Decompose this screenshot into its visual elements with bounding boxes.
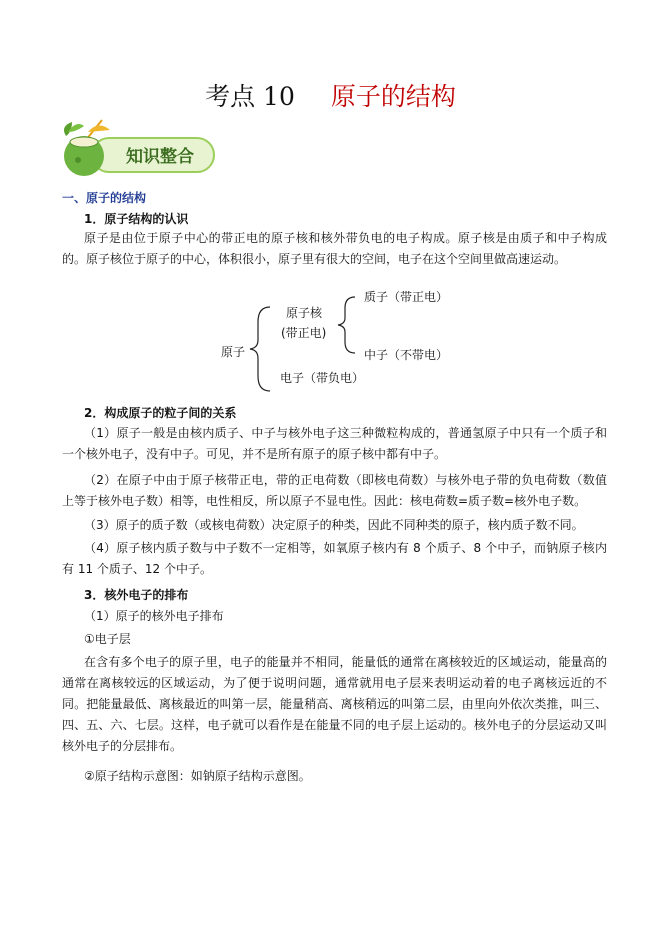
paragraph-2-4: （4）原子核内质子数与中子数不一定相等，如氧原子核内有 8 个质子、8 个中子，而钠原子核内有 11 个质子、12 个中子。 xyxy=(62,541,607,576)
knowledge-badge xyxy=(58,118,218,180)
label-atom: 原子 xyxy=(221,345,246,359)
badge-text: 知识整合 xyxy=(126,147,194,167)
title-number: 考点 10 xyxy=(205,82,295,111)
subheading-3: 3．核外电子的排布 xyxy=(84,588,189,602)
label-electron: 电子（带负电） xyxy=(280,371,365,385)
paragraph-2-2: （2）在原子中由于原子核带正电，带的正电荷数（即核电荷数）与核外电子带的负电荷数（数值上等于核外电子数）相等，电性相反，所以原子不显电性。因此：核电荷数=质子数=核外电子数。 xyxy=(62,473,607,508)
title-name: 原子的结构 xyxy=(330,82,456,111)
label-nucleus-charge: (带正电) xyxy=(281,326,327,340)
paragraph-3-2: ①电子层 xyxy=(84,632,131,646)
page-title xyxy=(0,82,661,112)
section-heading: 一、原子的结构 xyxy=(62,191,147,205)
label-neutron: 中子（不带电） xyxy=(364,348,449,362)
paragraph-atom-structure: 原子是由位于原子中心的带正电的原子核和核外带负电的电子构成。原子核是由质子和中子构成的。原子核位于原子的中心，体积很小，原子里有很大的空间，电子在这个空间里做高速运动。 xyxy=(62,231,607,266)
label-nucleus: 原子核 xyxy=(286,306,323,320)
subheading-2: 2．构成原子的粒子间的关系 xyxy=(84,406,237,420)
paragraph-3-3: 在含有多个电子的原子里，电子的能量并不相同，能量低的通常在离核较近的区域运动，能量高的通常在离核较远的区域运动，为了便于说明问题，通常就用电子层来表明运动着的电子离核远近的不同。把能量最低、离核最近的叫第一层，能量稍高、离核稍远的叫第二层，由里向外依次类推，叫三、四、五、六、七层。这样，电子就可以看作是在能量不同的电子层上运动的。核外电子的分层运动又叫核外电子的分层排布。 xyxy=(62,655,607,753)
label-proton: 质子（带正电） xyxy=(364,290,449,304)
umbrella-icon xyxy=(88,125,110,132)
paragraph-2-1: （1）原子一般是由核内质子、中子与核外电子这三种微粒构成的，普通氢原子中只有一个质子和一个核外电子，没有中子。可见，并不是所有原子的原子核中都有中子。 xyxy=(62,426,607,461)
subheading-1: 1．原子结构的认识 xyxy=(84,212,189,226)
brace-small xyxy=(338,297,355,353)
paragraph-2-3: （3）原子的质子数（或核电荷数）决定原子的种类，因此不同种类的原子，核内质子数不同。 xyxy=(84,518,584,532)
paragraph-3-1: （1）原子的核外电子排布 xyxy=(84,609,224,623)
brace-large xyxy=(250,307,270,391)
paragraph-3-4: ②原子结构示意图：如钠原子结构示意图。 xyxy=(84,769,311,783)
